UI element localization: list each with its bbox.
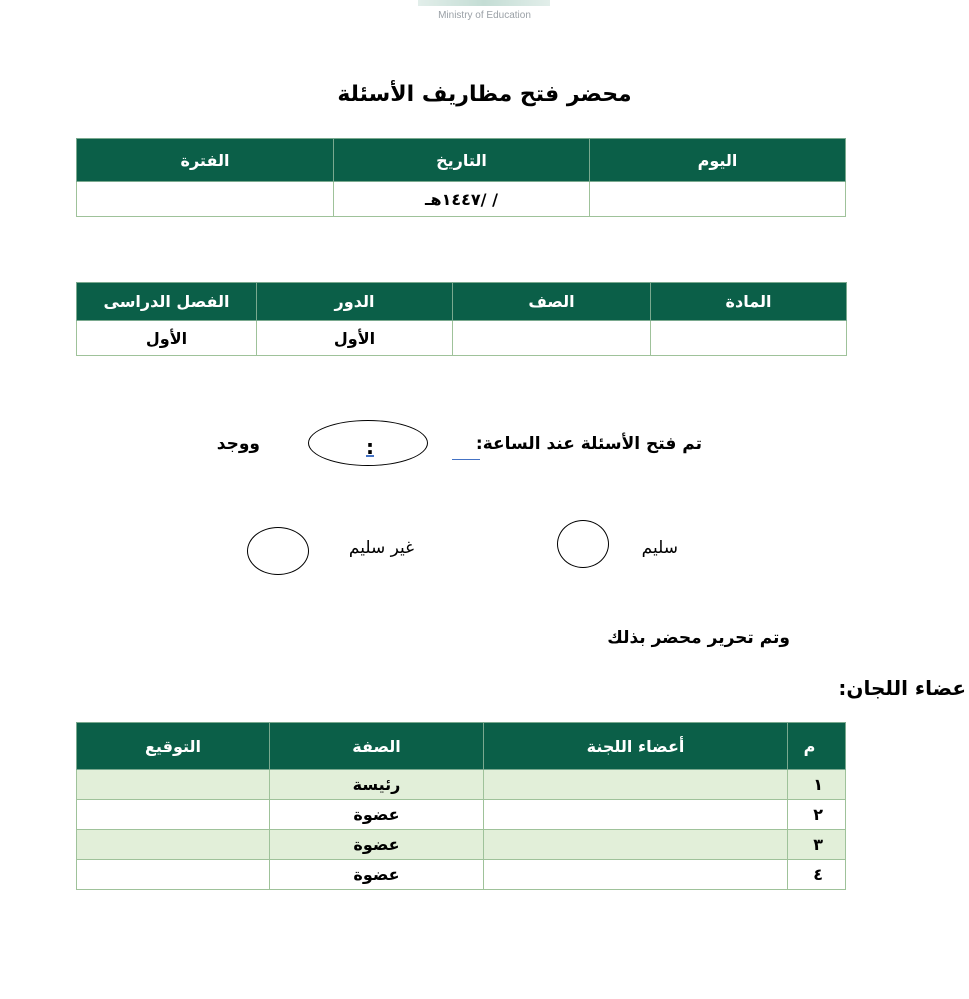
table-row: [77, 800, 846, 830]
role-cell: رئيسة: [270, 770, 484, 800]
header-number: م: [788, 723, 846, 770]
cell-date[interactable]: / /١٤٤٧هـ: [334, 182, 590, 217]
not-ok-checkbox-circle[interactable]: [247, 527, 309, 575]
role-cell: عضوة: [270, 800, 484, 830]
header-date: التاريخ: [334, 139, 590, 182]
cell-period[interactable]: [77, 182, 334, 217]
found-text: ووجد: [216, 434, 260, 454]
cell-day[interactable]: [590, 182, 846, 217]
ok-label: سليم: [641, 538, 678, 558]
header-role: الصفة: [270, 723, 484, 770]
cell-round[interactable]: الأول: [257, 321, 453, 356]
header-class: الصف: [453, 283, 651, 321]
cell-semester[interactable]: الأول: [77, 321, 257, 356]
member-name-cell[interactable]: [484, 860, 788, 890]
header-subject: المادة: [651, 283, 847, 321]
signature-cell[interactable]: [77, 800, 270, 830]
committee-table: [76, 722, 846, 890]
header-semester: الفصل الدراسى: [77, 283, 257, 321]
exam-table: [76, 282, 847, 356]
header-signature: التوقيع: [77, 723, 270, 770]
member-name-cell[interactable]: [484, 770, 788, 800]
table-row: [77, 860, 846, 890]
committee-heading: عضاء اللجان:: [838, 676, 966, 700]
ministry-logo-graphic: [418, 0, 550, 6]
ministry-logo-text: Ministry of Education: [438, 10, 531, 21]
member-name-cell[interactable]: [484, 800, 788, 830]
opening-text: تم فتح الأسئلة عند الساعة:: [475, 434, 702, 454]
row-number: ٤: [788, 860, 846, 890]
cell-subject[interactable]: [651, 321, 847, 356]
signature-cell[interactable]: [77, 860, 270, 890]
role-cell: عضوة: [270, 860, 484, 890]
signature-cell[interactable]: [77, 830, 270, 860]
cell-class[interactable]: [453, 321, 651, 356]
signature-cell[interactable]: [77, 770, 270, 800]
table-row: [77, 770, 846, 800]
time-colon[interactable]: :: [366, 435, 374, 459]
not-ok-label: غير سليم: [348, 538, 414, 558]
header-members: أعضاء اللجنة: [484, 723, 788, 770]
role-cell: عضوة: [270, 830, 484, 860]
document-title: محضر فتح مظاريف الأسئلة: [337, 82, 632, 107]
row-number: ١: [788, 770, 846, 800]
info-table: [76, 138, 846, 217]
header-day: اليوم: [590, 139, 846, 182]
closing-text: وتم تحرير محضر بذلك: [607, 628, 790, 648]
header-round: الدور: [257, 283, 453, 321]
row-number: ٢: [788, 800, 846, 830]
row-number: ٣: [788, 830, 846, 860]
header-period: الفترة: [77, 139, 334, 182]
table-row: [77, 830, 846, 860]
time-blank-line: [452, 459, 480, 460]
ok-checkbox-circle[interactable]: [557, 520, 609, 568]
member-name-cell[interactable]: [484, 830, 788, 860]
